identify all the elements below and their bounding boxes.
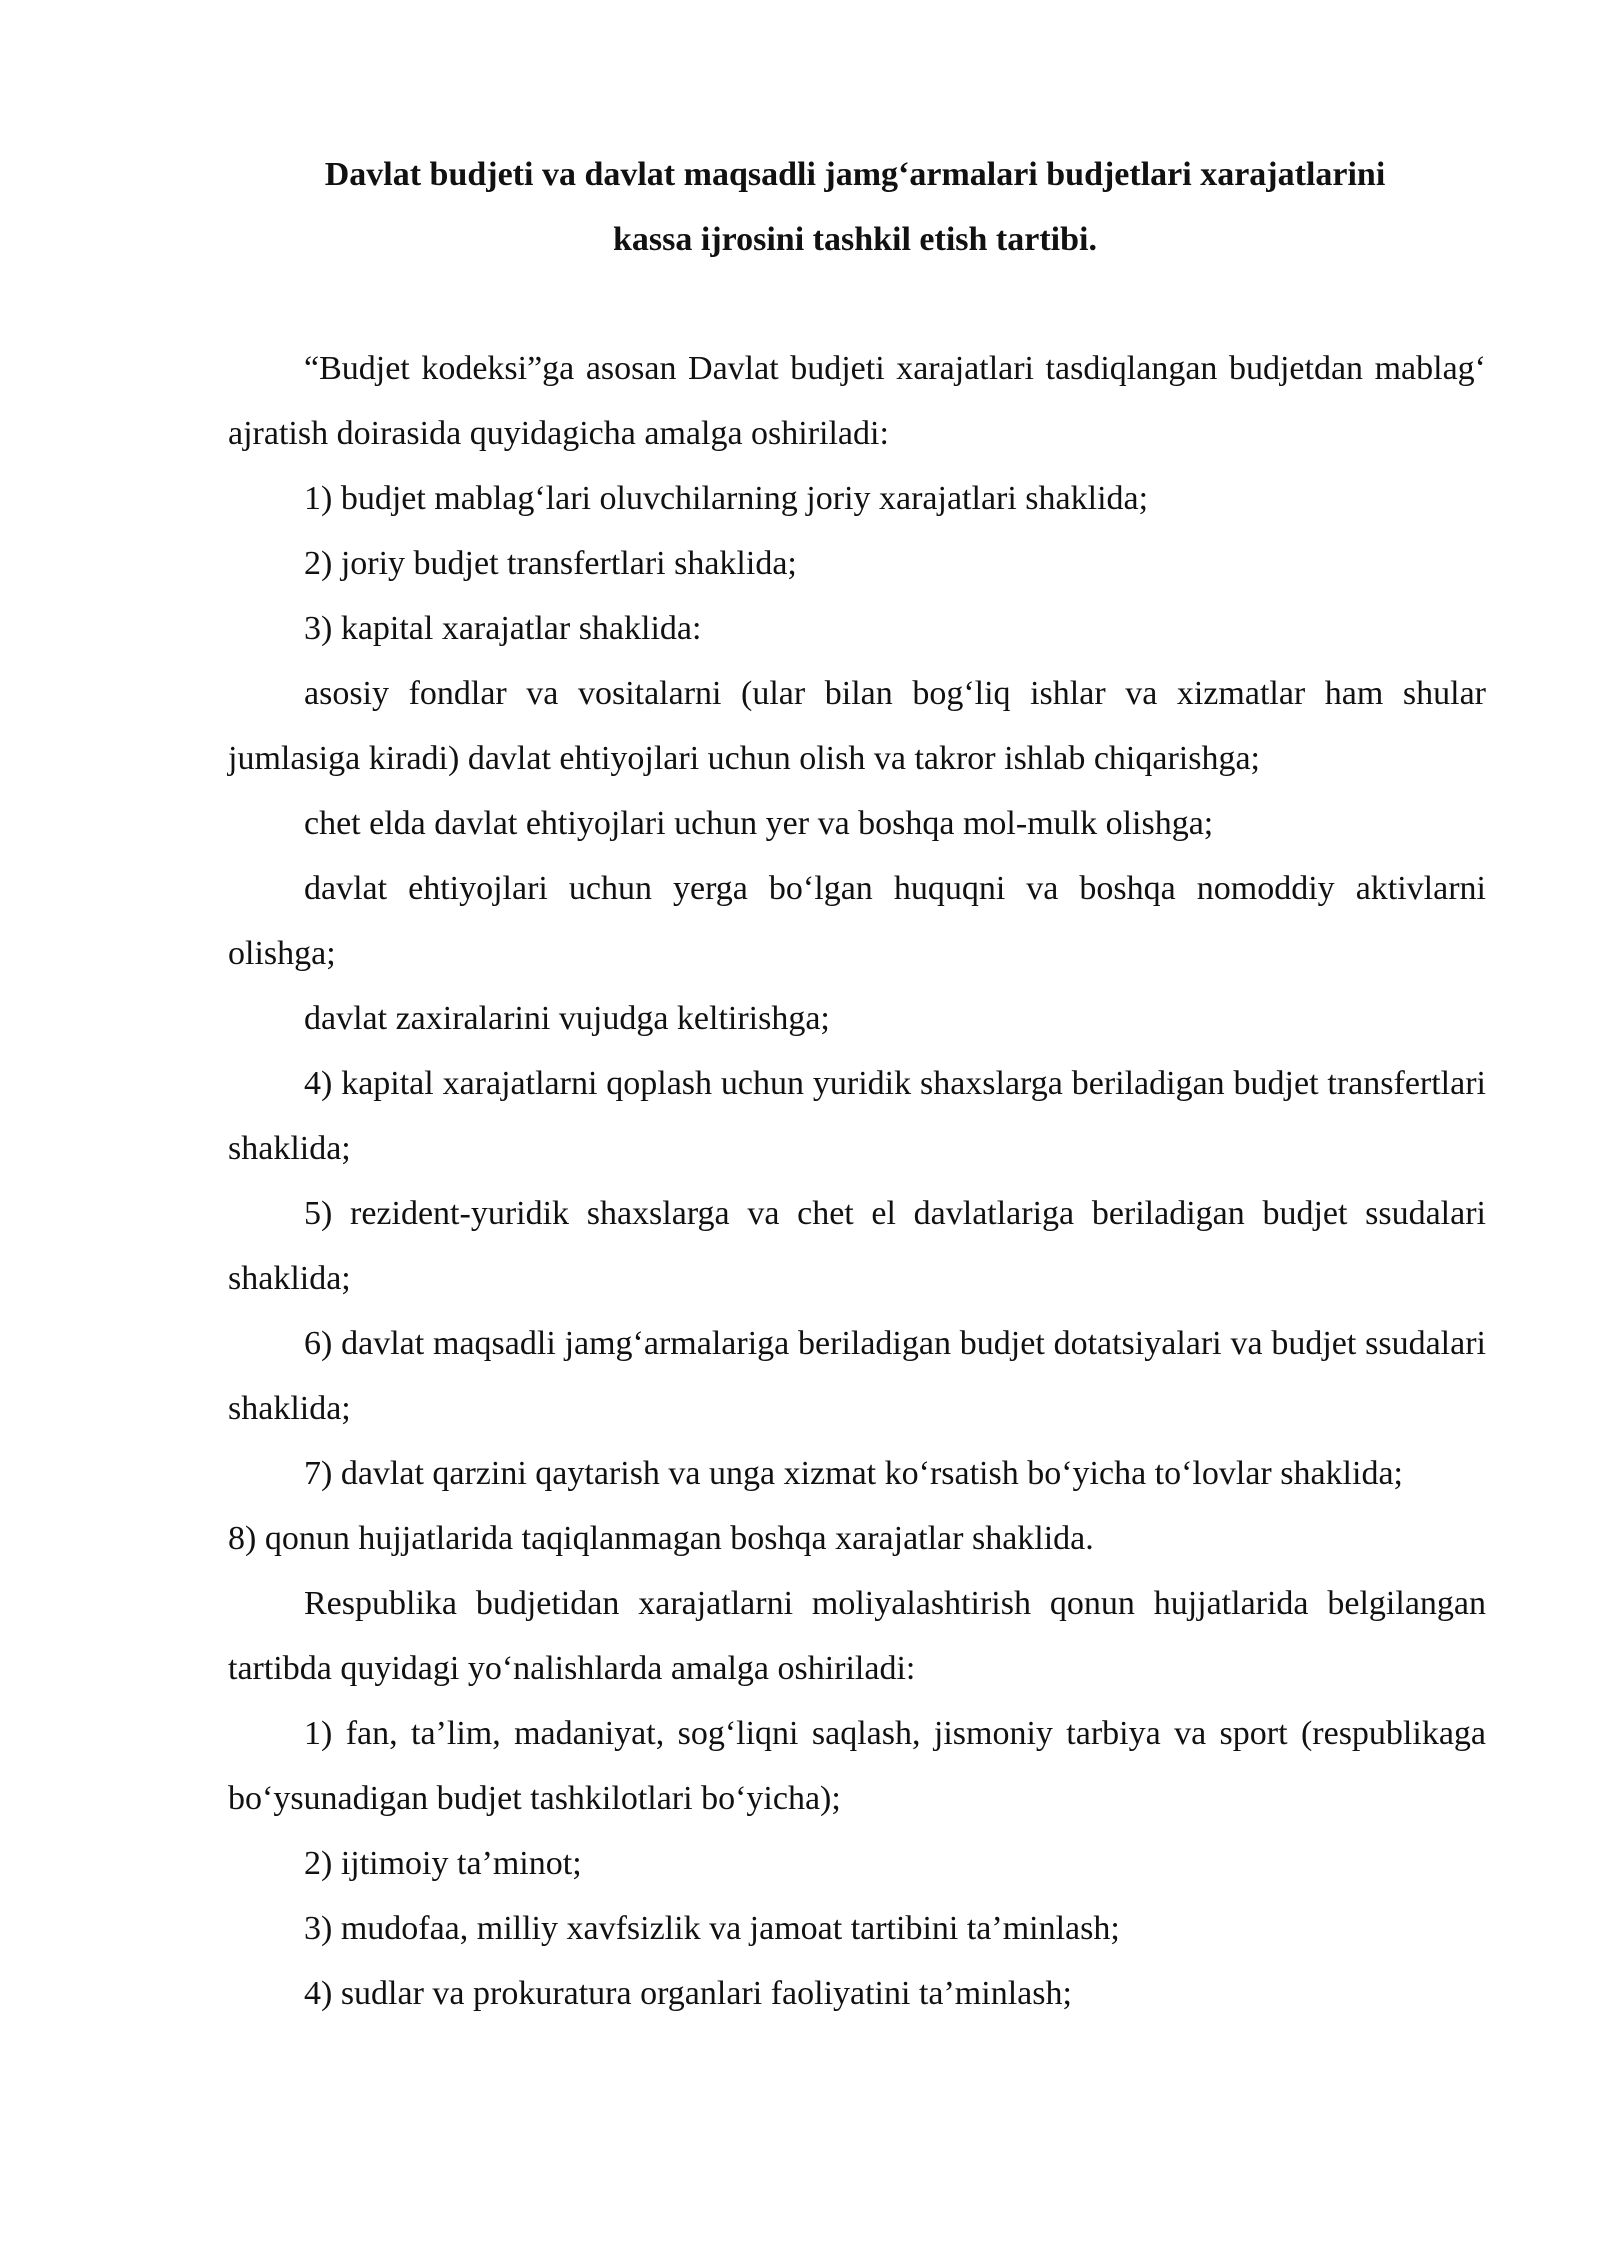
sub-list-item: davlat ehtiyojlari uchun yerga bo‘lgan huquqni va boshqa nomoddiy aktivlarni olishga;	[228, 870, 1486, 972]
list-item: 2) ijtimoiy ta’minot;	[304, 1845, 582, 1882]
title-line-1: Davlat budjeti va davlat maqsadli jamg‘armalari budjetlari xarajatlarini	[324, 156, 1386, 193]
list-item: 3) mudofaa, milliy xavfsizlik va jamoat tartibini ta’minlash;	[304, 1910, 1120, 1947]
paragraph-intro: “Budjet kodeksi”ga asosan Davlat budjeti xarajatlari tasdiqlangan budjetdan mablag‘ ajratish doirasida quyidagicha amalga oshiriladi:	[228, 350, 1486, 452]
list-item: 5) rezident-yuridik shaxslarga va chet el davlatlariga beriladigan budjet ssudalari shaklida;	[228, 1195, 1486, 1297]
sub-list-item: chet elda davlat ehtiyojlari uchun yer va boshqa mol-mulk olishga;	[304, 805, 1214, 842]
list-item: 6) davlat maqsadli jamg‘armalariga beriladigan budjet dotatsiyalari va budjet ssudalari shaklida;	[228, 1325, 1486, 1427]
sub-list-item: asosiy fondlar va vositalarni (ular bilan bog‘liq ishlar va xizmatlar ham shular jumlasiga kiradi) davlat ehtiyojlari uchun olish va takror ishlab chiqarishga;	[228, 675, 1486, 777]
sub-list-item: davlat zaxiralarini vujudga keltirishga;	[304, 1000, 830, 1037]
title-line-2: kassa ijrosini tashkil etish tartibi.	[613, 221, 1097, 258]
list-item: 4) kapital xarajatlarni qoplash uchun yuridik shaxslarga beriladigan budjet transfertlari shaklida;	[228, 1065, 1486, 1167]
list-item: 8) qonun hujjatlarida taqiqlanmagan boshqa xarajatlar shaklida.	[228, 1520, 1094, 1557]
list-item: 1) fan, ta’lim, madaniyat, sog‘liqni saqlash, jismoniy tarbiya va sport (respublikaga bo‘ysunadigan budjet tashkilotlari bo‘yicha);	[228, 1715, 1486, 1817]
list-item: 3) kapital xarajatlar shaklida:	[304, 610, 702, 647]
list-item: 1) budjet mablag‘lari oluvchilarning joriy xarajatlari shaklida;	[304, 480, 1149, 517]
list-item: 7) davlat qarzini qaytarish va unga xizmat ko‘rsatish bo‘yicha to‘lovlar shaklida;	[304, 1455, 1403, 1492]
document-title	[230, 142, 1480, 272]
document-body	[228, 336, 1486, 2026]
list-item: 2) joriy budjet transfertlari shaklida;	[304, 545, 797, 582]
paragraph-republic-budget: Respublika budjetidan xarajatlarni moliyalashtirish qonun hujjatlarida belgilangan tartibda quyidagi yo‘nalishlarda amalga oshiriladi:	[228, 1585, 1486, 1687]
list-item: 4) sudlar va prokuratura organlari faoliyatini ta’minlash;	[304, 1975, 1072, 2012]
